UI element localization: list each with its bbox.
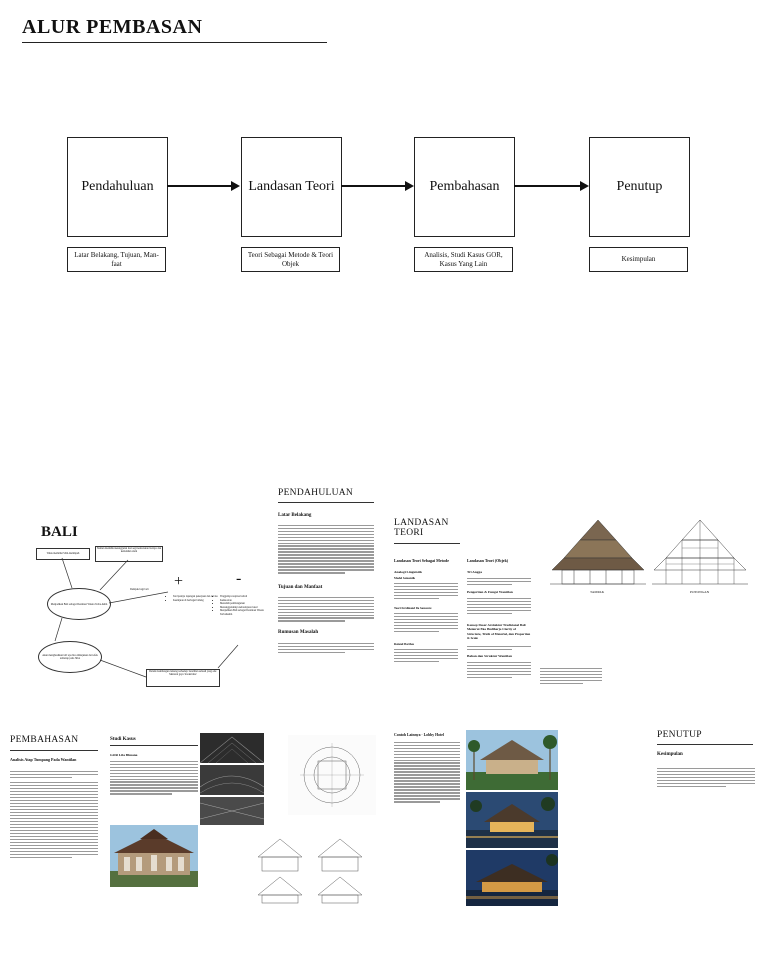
pendahuluan-text-1 [278, 523, 374, 575]
gor-elevation-drawing [244, 827, 376, 907]
penutup-title: PENUTUP [657, 730, 702, 740]
landasan-col2-s4: Bahan dan Struktur Wantilan [467, 654, 512, 658]
sub-box-pendahuluan [67, 247, 166, 272]
lobby-hotel-photo-2 [466, 792, 558, 848]
pembahasan-col2-head: Studi Kasus [110, 737, 136, 742]
sub-box-pembahasan [414, 247, 513, 272]
list-item: • Menjadikan Bali sebagai Destinasi Wisata Terbaiksdm [220, 609, 268, 616]
bali-minus: - [236, 570, 242, 587]
bali-arrow-label: Dampak bagi bali [130, 588, 149, 591]
gor-interior-photo-2 [200, 765, 264, 795]
wantilan-potongan-label: POTONGAN [690, 590, 710, 594]
step-pembahasan [414, 137, 515, 237]
landasan-col1-text-1 [394, 581, 458, 601]
flow-arrow-1 [167, 185, 231, 187]
pembahasan-rule [10, 750, 98, 751]
lobby-hotel-photo-3 [466, 850, 558, 906]
landasan-col1-head: Landasan Teori Sebagai Metode [394, 558, 450, 563]
penutup-rule [657, 744, 753, 745]
sub-label: Latar Belakang, Tujuan, Man- faat [74, 250, 159, 268]
pendahuluan-s2: Tujuan dan Manfaat [278, 585, 323, 590]
gor-interior-photo-1 [200, 733, 264, 763]
landasan-col1-s1: Analogi Linguistik [394, 570, 422, 574]
contoh-head: Contoh Lainnya - Lobby Hotel [394, 733, 445, 737]
landasan-col2-text-1 [467, 576, 531, 587]
landasan-title: LANDASAN TEORI [394, 518, 449, 539]
title-underline [22, 42, 327, 43]
list-item: • Menenggelamnya kebudayaan lokal [220, 606, 268, 610]
flow-arrow-3 [514, 185, 580, 187]
wantilan-potongan-drawing [652, 518, 748, 590]
contoh-text [394, 740, 460, 804]
thumb-pendahuluan [278, 488, 378, 678]
sub-label: Kesimpulan [621, 255, 656, 264]
thumb-landasan-teori [394, 518, 760, 688]
list-item: • Tercipatnya lapangan pekerjaan dan devisa [173, 595, 223, 599]
step-pendahuluan [67, 137, 168, 237]
step-penutup [589, 137, 690, 237]
landasan-col1-text-2 [394, 611, 458, 633]
step-label: Pendahuluan [81, 179, 154, 194]
gor-lila-bhuana-photo [110, 825, 198, 887]
list-item: • Keamjuan di berbagai bidang [173, 599, 223, 603]
penutup-text [657, 766, 755, 788]
landasan-col2-head: Landasan Teori (Objek) [467, 558, 509, 563]
bali-ellipse-gd: Akan menghasilkan GD apa bisa dimajukan dari efek terhadap pada SDA [38, 641, 102, 673]
gor-interior-photo-3 [200, 797, 264, 825]
step-label: Pembahasan [429, 179, 500, 194]
landasan-col2-text-2 [467, 596, 531, 616]
landasan-col2-s3: Konsep Dasar Arsitektur Tradisional Bali Menurut Eko Budiharjo Clarity of Structure, Truth of Material, dan Proportion & Scale [467, 623, 531, 640]
gor-plan-drawing [288, 735, 376, 815]
pendahuluan-text-2 [278, 595, 374, 623]
landasan-col2-text-3 [467, 644, 531, 652]
list-item: • Tinggalnya napirsa beiloh [220, 595, 268, 599]
pembahasan-s1: Analisis Atap Tumpang Pada Wantilan [10, 757, 77, 762]
pendahuluan-rule [278, 502, 374, 503]
pendahuluan-title: PENDAHULUAN [278, 488, 354, 498]
sub-box-landasan-teori [241, 247, 340, 272]
thumb-penutup [657, 730, 761, 810]
step-label: Penutup [616, 179, 663, 194]
list-item: • Menelsih pembangunan [220, 602, 268, 606]
landasan-col3-text [540, 666, 602, 686]
sub-box-penutup [589, 247, 688, 272]
pembahasan-title: PEMBAHASAN [10, 735, 79, 745]
landasan-col1-s3: Teori Ferdinand De Saussure [394, 606, 432, 610]
flow-arrow-1-head [231, 181, 240, 191]
pembahasan-text [10, 769, 98, 860]
sub-label: Teori Sebagai Metode & Teori Objek [247, 250, 334, 268]
lobby-hotel-photo-1 [466, 730, 558, 790]
page-title: ALUR PEMBASAN [22, 16, 203, 38]
bali-connectors [10, 500, 270, 710]
pendahuluan-s3: Rumusan Masalah [278, 630, 319, 635]
bali-ellipse-destinasi: Menjadikan Bali sebagai Destinasi Wisata Terba-ikdm [47, 588, 111, 620]
penutup-s1: Kesimpulan [657, 752, 683, 757]
bali-title: BALI [41, 524, 78, 540]
flow-arrow-2 [341, 185, 405, 187]
flow-arrow-3-head [580, 181, 589, 191]
thumb-contoh-lainnya [394, 730, 564, 910]
landasan-col2-text-4 [467, 660, 531, 680]
step-label: Landasan Teori [248, 179, 335, 194]
sub-label: Analisis, Studi Kasus GOR, Kasus Yang Lain [424, 250, 503, 268]
bali-box-bottom: Dalam membangun lantang terhadap/ beralihan sebuah yang ada: Menurut gaya 'modernitas' [146, 669, 220, 687]
pendahuluan-s1: Latar Belakang [278, 513, 312, 518]
flow-arrow-2-head [405, 181, 414, 191]
pembahasan-col2-text [110, 759, 198, 796]
list-item: • Kemacetan [220, 599, 268, 603]
pembahasan-col2-s1: GOR Lila Bhuana [110, 753, 138, 757]
thumb-bali [10, 500, 270, 710]
landasan-rule [394, 543, 460, 544]
bali-box-sda: Tidak memiliki SDA melimpah [36, 548, 90, 560]
landasan-col1-s2: Model Semantik [394, 576, 416, 580]
bali-box-keunggulan: Namun memiliki keunggulan dari segi kemolekan budaya dan keindahan alam [95, 546, 163, 562]
pendahuluan-text-3 [278, 641, 374, 655]
thumb-pembahasan [10, 733, 382, 913]
wantilan-tampak-label: TAMPAK [590, 590, 605, 594]
bali-plus: + [174, 573, 184, 590]
step-landasan-teori [241, 137, 342, 237]
landasan-col2-s2: Pengertian & Fungsi Wantilan [467, 590, 513, 594]
landasan-col1-s4: Roland Barthes [394, 642, 415, 646]
landasan-col2-s1: Tri Angga [467, 570, 483, 574]
pembahasan-col2-rule [110, 745, 198, 746]
landasan-col1-text-3 [394, 647, 458, 664]
wantilan-tampak-drawing [550, 518, 646, 590]
